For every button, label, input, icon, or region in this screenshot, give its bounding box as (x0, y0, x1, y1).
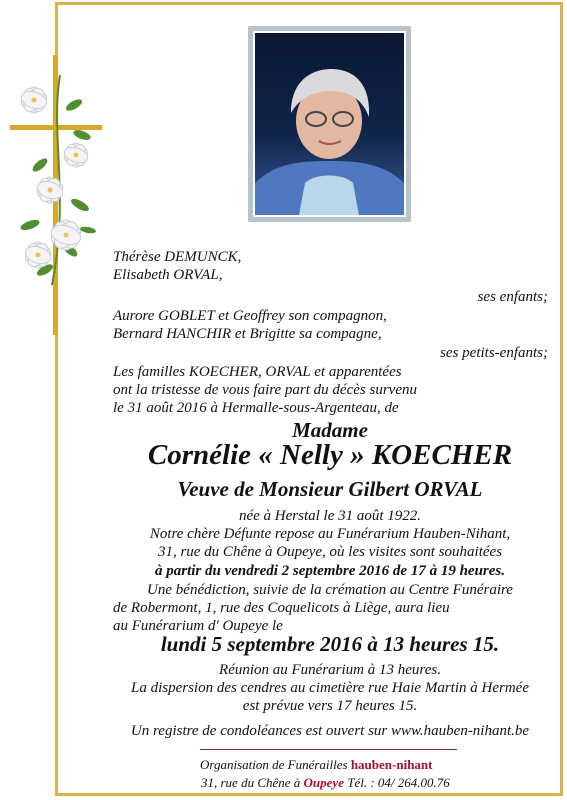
portrait-figure (255, 33, 404, 215)
child-name: Elisabeth ORVAL, (113, 267, 223, 283)
ceremony-line: au Funérarium d' Oupeye le (113, 618, 283, 634)
visits-line: à partir du vendredi 2 septembre 2016 de 17 à 19 heures. (155, 563, 505, 579)
footer-town: Oupeye (303, 775, 344, 790)
footer-address (201, 775, 450, 791)
footer-address-prefix: 31, rue du Chêne à (201, 775, 301, 790)
meeting-line: Réunion au Funérarium à 13 heures. (219, 662, 441, 678)
announcement-line: ont la tristesse de vous faire part du décès survenu (113, 382, 417, 398)
portrait-photo (253, 31, 406, 217)
ceremony-line: Une bénédiction, suivie de la crémation au Centre Funéraire (147, 582, 513, 598)
footer-phone: Tél. : 04/ 264.00.76 (347, 775, 450, 790)
cross-with-lilies-icon (0, 55, 110, 345)
children-label: ses enfants; (477, 289, 548, 305)
dispersion-line: est prévue vers 17 heures 15. (242, 698, 418, 714)
birth-line: née à Herstal le 31 août 1922. (238, 508, 422, 524)
brand-name: hauben-nihant (350, 757, 433, 772)
child-name: Thérèse DEMUNCK, (113, 249, 242, 265)
repose-line: Notre chère Défunte repose au Funérarium Hauben-Nihant, (149, 526, 511, 542)
ceremony-line: de Robermont, 1, rue des Coquelicots à Liège, aura lieu (113, 600, 450, 616)
footer-org-prefix: Organisation de Funérailles (200, 757, 348, 772)
repose-line: 31, rue du Chêne à Oupeye, où les visites sont souhaitées (157, 544, 503, 560)
grandchild-name: Aurore GOBLET et Geoffrey son compagnon, (113, 308, 387, 324)
title-madame: Madame (292, 418, 368, 442)
deceased-name: Cornélie « Nelly » KOECHER (147, 439, 513, 471)
footer-divider (200, 749, 457, 750)
ceremony-date: lundi 5 septembre 2016 à 13 heures 15. (160, 632, 500, 656)
dispersion-line: La dispersion des cendres au cimetière rue Haie Martin à Hermée (131, 680, 529, 696)
footer-org (200, 757, 432, 773)
grandchild-name: Bernard HANCHIR et Brigitte sa compagne, (113, 326, 382, 342)
grandchildren-label: ses petits-enfants; (440, 345, 548, 361)
widow-line: Veuve de Monsieur Gilbert ORVAL (177, 477, 483, 501)
portrait-frame (248, 26, 411, 222)
announcement-line: le 31 août 2016 à Hermalle-sous-Argenteau, de (113, 400, 399, 416)
register-line: Un registre de condoléances est ouvert sur www.hauben-nihant.be (130, 723, 530, 739)
announcement-line: Les familles KOECHER, ORVAL et apparentées (113, 364, 402, 380)
